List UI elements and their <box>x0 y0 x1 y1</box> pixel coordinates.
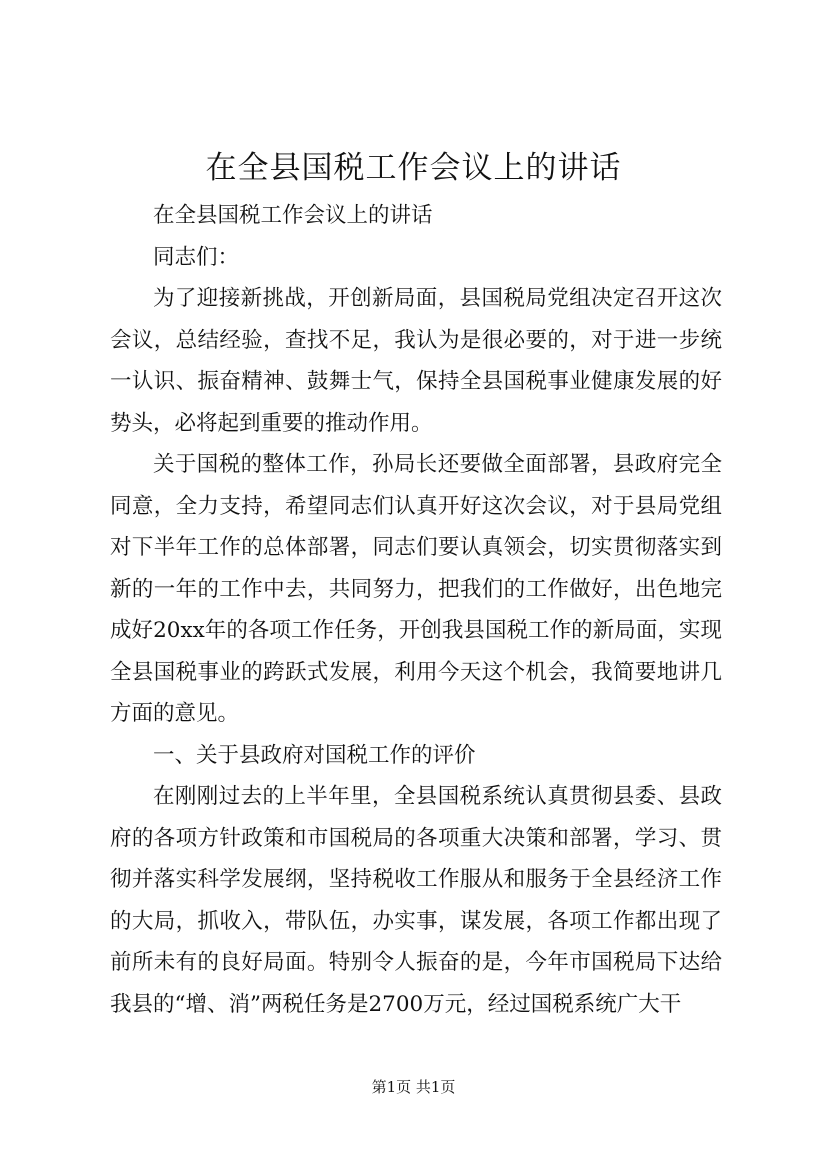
salutation-paragraph: 同志们： <box>153 244 240 270</box>
document-body <box>110 195 722 1025</box>
document-title: 在全县国税工作会议上的讲话 <box>205 150 622 186</box>
subtitle-paragraph: 在全县国税工作会议上的讲话 <box>153 203 433 228</box>
section-heading: 一、关于县政府对国税工作的评价 <box>153 742 476 768</box>
page-footer: 第1页 共1页 <box>371 1078 456 1096</box>
body-paragraph: 为了迎接新挑战，开创新局面，县国税局党组决定召开这次会议，总结经验，查找不足，我认为是很必要的，对于进一步统一认识、振奋精神、鼓舞士气，保持全县国税事业健康发展的好势头，必将起到重要的推动作用。 <box>110 286 722 436</box>
body-paragraph: 关于国税的整体工作，孙局长还要做全面部署，县政府完全同意，全力支持，希望同志们认真开好这次会议，对于县局党组对下半年工作的总体部署，同志们要认真领会，切实贯彻落实到新的一年的工作中去，共同努力，把我们的工作做好，出色地完成好20xx年的各项工作任务，开创我县国税工作的新局面，实现全县国税事业的跨跃式发展，利用今天这个机会，我简要地讲几方面的意见。 <box>110 452 722 726</box>
body-paragraph: 在刚刚过去的上半年里，全县国税系统认真贯彻县委、县政府的各项方针政策和市国税局的各项重大决策和部署，学习、贯彻并落实科学发展纲，坚持税收工作服从和服务于全县经济工作的大局，抓收入，带队伍，办实事，谋发展，各项工作都出现了前所未有的良好局面。特别令人振奋的是，今年市国税局下达给我县的“增、消”两税任务是2700万元，经过国税系统广大干 <box>110 784 722 1017</box>
